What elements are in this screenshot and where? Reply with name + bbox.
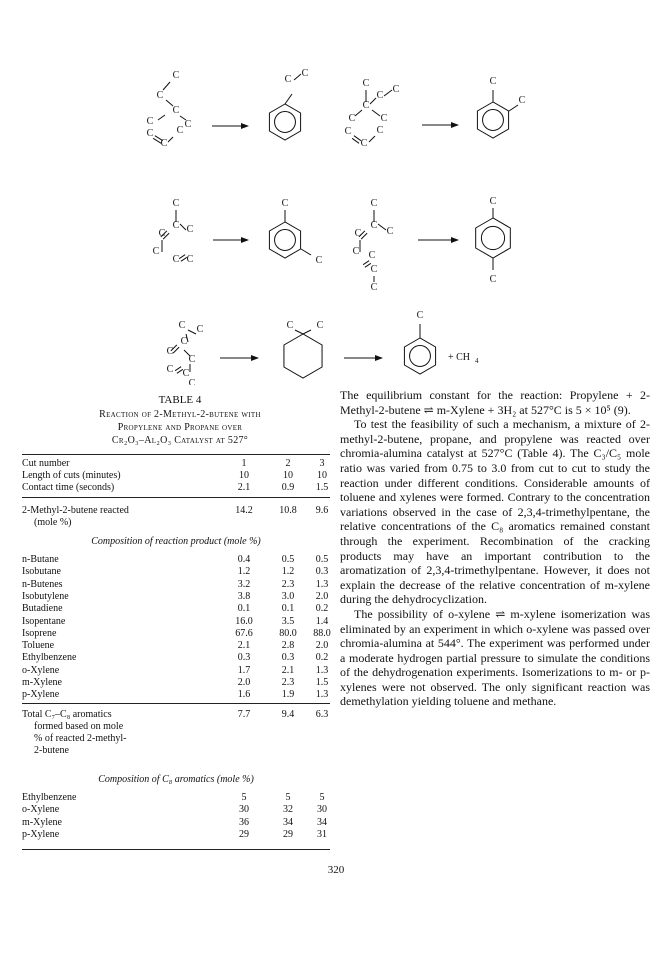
atom-label-c: C bbox=[352, 246, 360, 257]
cell-value: 7.7 bbox=[237, 709, 251, 720]
row-label: Isoprene bbox=[22, 627, 57, 639]
table-bottom-rule bbox=[22, 849, 330, 850]
bond-line bbox=[294, 74, 301, 80]
cell-value: 10 bbox=[283, 470, 293, 481]
total-aromatics-row bbox=[22, 709, 330, 721]
cell-value: 0.3 bbox=[281, 652, 295, 664]
atom-label-c: C bbox=[380, 113, 388, 124]
aromatic-row bbox=[22, 804, 330, 816]
row-label: Butadiene bbox=[22, 603, 63, 615]
total-label-line3: % of reacted 2-methyl- bbox=[34, 733, 127, 744]
row-label: Total C₇–C₈ aromatics bbox=[22, 709, 112, 720]
aromatic-circle bbox=[275, 112, 296, 133]
aromatic-circle bbox=[481, 226, 504, 249]
cell-value: 29 bbox=[283, 828, 293, 840]
page-number: 320 bbox=[327, 864, 345, 876]
atom-label-c: C bbox=[348, 113, 356, 124]
cell-value: 34 bbox=[317, 816, 327, 828]
methane-subscript: 4 bbox=[475, 357, 479, 365]
cell-value: 32 bbox=[283, 804, 293, 816]
atom-label-c: C bbox=[376, 125, 384, 136]
atom-label-c: C bbox=[286, 320, 294, 331]
atom-label-c: C bbox=[188, 378, 196, 385]
cell-value: 1.5 bbox=[315, 482, 329, 493]
section-reaction-product: Composition of reaction product (mole %) bbox=[91, 536, 261, 547]
cell-value: 2.0 bbox=[237, 677, 251, 688]
atom-label-c: C bbox=[489, 196, 497, 207]
cell-value: 0.3 bbox=[237, 652, 251, 664]
row-label: Cut number bbox=[22, 458, 70, 469]
product-row bbox=[22, 579, 330, 591]
product-row bbox=[22, 665, 330, 677]
table-top-rule bbox=[22, 454, 330, 455]
cell-value: 1.5 bbox=[315, 677, 329, 688]
total-label-line4: 2-butene bbox=[34, 745, 69, 756]
cell-value: 1 bbox=[241, 458, 247, 469]
aromatic-row bbox=[22, 792, 330, 804]
table-subtotal-rule bbox=[22, 703, 330, 704]
cell-value: 9.4 bbox=[281, 709, 295, 720]
cell-value: 1.4 bbox=[315, 615, 329, 627]
atom-label-c: C bbox=[172, 220, 180, 231]
cell-value: 2.0 bbox=[315, 590, 329, 602]
cell-value: 2.8 bbox=[281, 640, 295, 652]
cell-value: 80.0 bbox=[279, 627, 297, 639]
cell-value: 9.6 bbox=[315, 505, 329, 516]
atom-label-c: C bbox=[166, 364, 174, 375]
table-title-line1: Reaction of 2-Methyl-2-butene with bbox=[99, 409, 261, 420]
bond-line bbox=[179, 255, 185, 259]
atom-label-c: C bbox=[160, 138, 168, 149]
cell-value: 0.3 bbox=[315, 566, 329, 578]
product-row bbox=[22, 554, 330, 566]
atom-label-c: C bbox=[146, 116, 154, 127]
atom-label-c: C bbox=[184, 119, 192, 130]
cell-value: 14.2 bbox=[235, 505, 253, 516]
atom-label-c: C bbox=[354, 228, 362, 239]
bond-line bbox=[285, 94, 292, 104]
cell-value: 6.3 bbox=[315, 709, 329, 720]
cell-value: 3.8 bbox=[237, 590, 251, 602]
paragraph-isomerization: The possibility of o-xylene ⇌ m-xylene isomerization was eliminated by an experiment in which o-xylene was passed over chromia-alumina at 544°. The experiment was performed under a moderate hydrogen partial pressure to simulate the conditions of the dehydrogenation experiments. Isomerizations to m- or p-xylenes were not observed. The only significant reaction was demethylation yielding toluene and methane. bbox=[340, 606, 650, 709]
atom-label-c: C bbox=[489, 274, 497, 285]
row-label: o-Xylene bbox=[22, 804, 60, 816]
cell-value: 2.3 bbox=[281, 677, 295, 688]
atom-label-c: C bbox=[158, 228, 166, 239]
row-label: p-Xylene bbox=[22, 828, 60, 840]
atom-label-c: C bbox=[370, 198, 378, 209]
aromatic-row bbox=[22, 829, 330, 841]
cell-value: 3.2 bbox=[237, 578, 251, 590]
cell-value: 2.1 bbox=[281, 664, 295, 676]
cell-value: 1.2 bbox=[237, 566, 251, 578]
atom-label-c: C bbox=[176, 125, 184, 136]
atom-label-c: C bbox=[315, 255, 323, 266]
row-label: Isobutane bbox=[22, 566, 61, 578]
cell-value: 1.7 bbox=[237, 664, 251, 676]
atom-label-c: C bbox=[301, 68, 309, 79]
bond-line bbox=[163, 82, 170, 90]
cell-value: 2 bbox=[285, 458, 291, 469]
atom-label-c: C bbox=[368, 250, 376, 261]
bond-line bbox=[370, 98, 376, 104]
row-label: n-Butenes bbox=[22, 578, 63, 590]
row-label: m-Xylene bbox=[22, 816, 62, 828]
atom-label-c: C bbox=[376, 90, 384, 101]
cell-value: 2.1 bbox=[237, 640, 251, 652]
row-label: Length of cuts (minutes) bbox=[22, 470, 121, 481]
atom-label-c: C bbox=[180, 336, 188, 347]
cell-value: 0.9 bbox=[281, 482, 295, 493]
atom-label-c: C bbox=[172, 198, 180, 209]
atom-label-c: C bbox=[188, 354, 196, 365]
aromatic-row bbox=[22, 817, 330, 829]
product-row bbox=[22, 566, 330, 578]
cell-value: 1.9 bbox=[281, 689, 295, 701]
bond-line bbox=[175, 367, 181, 371]
table-caption bbox=[30, 394, 330, 447]
product-row bbox=[22, 652, 330, 664]
bond-line bbox=[355, 110, 362, 116]
cell-value: 1.2 bbox=[281, 566, 295, 578]
table-title-line2: Propylene and Propane over bbox=[117, 422, 243, 433]
cell-value: 3.0 bbox=[281, 590, 295, 602]
table-title-line3: Cr₂O₃–Al₂O₃ Catalyst at 527° bbox=[111, 435, 249, 446]
reaction-schemes bbox=[0, 0, 672, 385]
bond-line bbox=[158, 115, 165, 120]
atom-label-c: C bbox=[370, 264, 378, 275]
cell-value: 2.3 bbox=[281, 578, 295, 590]
atom-label-c: C bbox=[416, 310, 424, 321]
cell-value: 67.6 bbox=[235, 627, 253, 639]
atom-label-c: C bbox=[172, 254, 180, 265]
cell-value: 1.3 bbox=[315, 578, 329, 590]
cell-value: 1.6 bbox=[237, 689, 251, 701]
methane-label: + CH bbox=[448, 352, 471, 363]
atom-label-c: C bbox=[172, 105, 180, 116]
header-row bbox=[22, 482, 330, 494]
atom-label-c: C bbox=[316, 320, 324, 331]
row-label: Contact time (seconds) bbox=[22, 482, 115, 493]
cell-value: 1.3 bbox=[315, 664, 329, 676]
row-label: Isobutylene bbox=[22, 590, 69, 602]
bond-line bbox=[188, 330, 196, 334]
paragraph-equilibrium: The equilibrium constant for the reaction: Propylene + 2-Methyl-2-butene ⇌ m-Xylene + 3H₂ at 527°C is 5 × 10⁵ (9). bbox=[340, 388, 650, 417]
header-row bbox=[22, 470, 330, 482]
row-label: Ethylbenzene bbox=[22, 792, 77, 803]
aromatic-circle bbox=[410, 346, 431, 367]
atom-label-c: C bbox=[186, 224, 194, 235]
atom-label-c: C bbox=[386, 226, 394, 237]
bond-line bbox=[509, 105, 518, 111]
cell-value: 3 bbox=[319, 458, 325, 469]
atom-label-c: C bbox=[284, 74, 292, 85]
cell-value: 30 bbox=[239, 804, 249, 816]
product-row bbox=[22, 616, 330, 628]
cell-value: 0.2 bbox=[315, 652, 329, 664]
cell-value: 34 bbox=[283, 816, 293, 828]
cell-value: 0.2 bbox=[315, 603, 329, 615]
row-label: Ethylbenzene bbox=[22, 652, 77, 664]
product-row bbox=[22, 603, 330, 615]
bond-line bbox=[384, 90, 392, 96]
bond-line bbox=[168, 137, 173, 142]
bond-line bbox=[301, 249, 311, 255]
cell-value: 30 bbox=[317, 804, 327, 816]
aromatic-circle bbox=[275, 230, 296, 251]
row-label: 2-Methyl-2-butene reacted bbox=[22, 505, 129, 516]
cyclohexane-ring bbox=[284, 334, 322, 378]
atom-label-c: C bbox=[186, 254, 194, 265]
cell-value: 88.0 bbox=[313, 627, 331, 639]
cell-value: 2.1 bbox=[237, 482, 251, 493]
cell-value: 10.8 bbox=[279, 505, 297, 516]
header-row bbox=[22, 458, 330, 470]
atom-label-c: C bbox=[196, 324, 204, 335]
product-row bbox=[22, 689, 330, 701]
table-number: TABLE 4 bbox=[158, 394, 202, 406]
table-mid-rule bbox=[22, 497, 330, 498]
row-label: n-Butane bbox=[22, 554, 59, 565]
atom-label-c: C bbox=[156, 90, 164, 101]
cell-value: 1.3 bbox=[315, 689, 329, 701]
reacted-row bbox=[22, 505, 330, 517]
cell-value: 16.0 bbox=[235, 615, 253, 627]
atom-label-c: C bbox=[172, 70, 180, 81]
atom-label-c: C bbox=[360, 138, 368, 149]
cell-value: 10 bbox=[317, 470, 327, 481]
cell-value: 0.4 bbox=[237, 554, 251, 565]
product-row bbox=[22, 628, 330, 640]
cell-value: 5 bbox=[241, 792, 247, 803]
atom-label-c: C bbox=[182, 368, 190, 379]
paragraph-mechanism: To test the feasibility of such a mechanism, a mixture of 2-methyl-2-butene, propane, and propylene was reacted over chromia-alumina catalyst at 527°C (Table 4). The C₃/C₅ mole ratio was varied from 0.75 to 3.0 from cut to cut to study the reaction under different conditions. Considerable amounts of toluene and xylenes were formed. Contrary to the concentration variations observed in the case of 2,3,4-trimethylpentane, the relative concentrations of the C₈ aromatics remained constant through the experiment. Recombination of the cracking products may have an important contribution to the aromatization of 2,3,4-trimethylpentane. However, it does not explain the decrease of the relative concentration of m-xylene during the dehydrocyclization. bbox=[340, 417, 650, 607]
benzene-ring bbox=[476, 218, 511, 258]
atom-label-c: C bbox=[489, 76, 497, 87]
atom-label-c: C bbox=[518, 95, 526, 106]
atom-label-c: C bbox=[392, 84, 400, 95]
cell-value: 29 bbox=[239, 828, 249, 840]
bond-line bbox=[303, 330, 311, 334]
row-label: m-Xylene bbox=[22, 677, 62, 688]
row-label: o-Xylene bbox=[22, 664, 60, 676]
product-row bbox=[22, 591, 330, 603]
atom-label-c: C bbox=[370, 220, 378, 231]
cell-value: 3.5 bbox=[281, 615, 295, 627]
atom-label-c: C bbox=[281, 198, 289, 209]
atom-label-c: C bbox=[362, 78, 370, 89]
atom-label-c: C bbox=[166, 346, 174, 357]
atom-label-c: C bbox=[152, 246, 160, 257]
atom-label-c: C bbox=[370, 282, 378, 293]
atom-label-c: C bbox=[344, 126, 352, 137]
aromatic-circle bbox=[483, 110, 504, 131]
atom-label-c: C bbox=[362, 100, 370, 111]
cell-value: 0.1 bbox=[237, 603, 251, 615]
row-label: Toluene bbox=[22, 640, 55, 652]
total-label-line2: formed based on mole bbox=[34, 721, 124, 732]
bond-line bbox=[369, 136, 375, 142]
cell-value: 0.5 bbox=[315, 554, 329, 565]
bond-line bbox=[372, 110, 380, 116]
reacted-row-unit: (mole %) bbox=[34, 517, 72, 528]
cell-value: 10 bbox=[239, 470, 249, 481]
cell-value: 0.5 bbox=[281, 554, 295, 565]
cell-value: 5 bbox=[285, 792, 291, 803]
product-row bbox=[22, 677, 330, 689]
cell-value: 36 bbox=[239, 816, 249, 828]
cell-value: 0.1 bbox=[281, 603, 295, 615]
cell-value: 31 bbox=[317, 828, 327, 840]
body-text bbox=[340, 388, 650, 709]
atom-label-c: C bbox=[178, 320, 186, 331]
row-label: Isopentane bbox=[22, 615, 66, 627]
bond-line bbox=[295, 330, 303, 334]
row-label: p-Xylene bbox=[22, 689, 60, 701]
bond-line bbox=[180, 224, 186, 230]
bond-line bbox=[363, 261, 369, 265]
section-c8-aromatics: Composition of C₈ aromatics (mole %) bbox=[98, 774, 254, 785]
bond-line bbox=[378, 224, 386, 230]
cell-value: 5 bbox=[319, 792, 325, 803]
product-row bbox=[22, 640, 330, 652]
cell-value: 2.0 bbox=[315, 640, 329, 652]
atom-label-c: C bbox=[146, 128, 154, 139]
